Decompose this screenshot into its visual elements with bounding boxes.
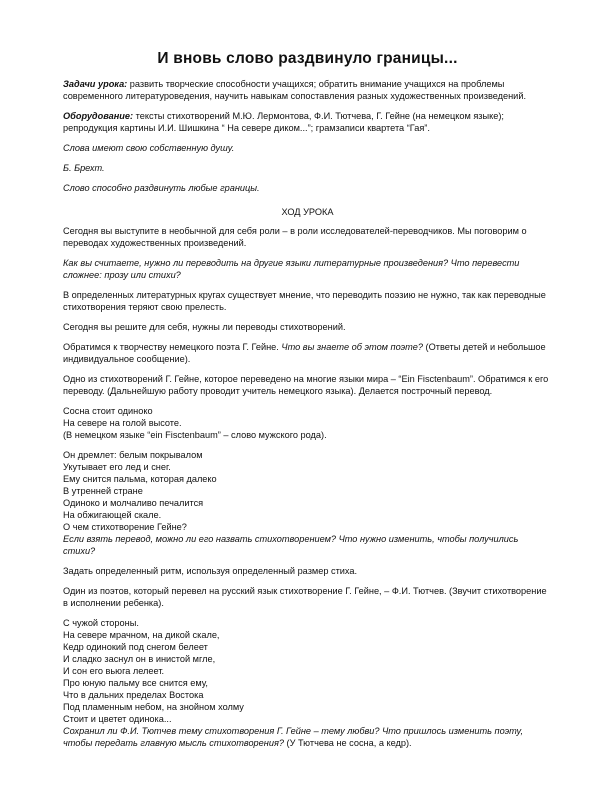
epigraph-author-1: Б. Брехт. [63,163,105,173]
verse-line: С чужой стороны. [63,618,139,628]
question-tyutchev [63,725,552,749]
paragraph-decide: Сегодня вы решите для себя, нужны ли переводы стихотворений. [63,322,346,332]
verse-line: Ему снится пальма, которая далеко [63,474,217,484]
section-heading: ХОД УРОКА [281,207,334,217]
verse-line: На севере мрачном, на дикой скале, [63,630,220,640]
paragraph-opinion: В определенных литературных кругах существует мнение, что переводить поэзию не нужно, так как переводные стихотворения теряют свою прелесть. [63,290,546,312]
verse-line: (В немецком языке “ein Fisctenbaum” – слово мужского рода). [63,430,327,440]
verse-line: И сладко заснул он в инистой мгле, [63,654,216,664]
verse-line: Кедр одинокий под снегом белеет [63,642,208,652]
lesson-tasks [63,78,552,102]
page-title: И вновь слово раздвинуло границы... [157,50,458,67]
question-translation: Как вы считаете, нужно ли переводить на другие языки литературные произведения? Что перевести сложнее: прозу или стихи? [63,258,520,280]
lesson-tasks-text: развить творческие способности учащихся; обратить внимание учащихся на проблемы современного литературоведения, научить навыкам сопоставления разных художественных произведений. [63,79,526,101]
verse-line: Одиноко и молчаливо печалится [63,498,204,508]
equipment-label: Оборудование: [63,111,134,121]
verse-line: И сон его вьюга лелеет. [63,666,165,676]
question-verse: Если взять перевод, можно ли его назвать стихотворением? Что нужно изменить, чтобы получились стихи? [63,534,519,556]
question-tyutchev-answer: (У Тютчева не сосна, а кедр). [283,738,412,748]
verse-line: На севере на голой высоте. [63,418,182,428]
paragraph-heine-a: Обратимся к творчеству немецкого поэта Г. Гейне. [63,342,282,352]
equipment [63,110,552,134]
verse-line: Укутывает его лед и снег. [63,462,171,472]
paragraph-heine-question: Что вы знаете об этом поэте? [281,342,423,352]
verse-line: Он дремлет: белым покрывалом [63,450,203,460]
paragraph-tyutchev: Один из поэтов, который перевел на русский язык стихотворение Г. Гейне, – Ф.И. Тютчев. (Звучит стихотворение в исполнении ребенка). [63,586,547,608]
verse-line: О чем стихотворение Гейне? [63,522,187,532]
verse-tyutchev [63,617,552,725]
paragraph-poem-intro: Одно из стихотворений Г. Гейне, которое переведено на многие языки мира – “Ein Fisctenbaum”. Обратимся к его переводу. (Дальнейшую работу проводит учитель немецкого языка). Делается построчный перевод. [63,374,549,396]
paragraph-heine-c: (Ответы детей и небольшое индивидуальное сообщение). [63,342,546,364]
question-tyutchev-text: Сохранил ли Ф.И. Тютчев тему стихотворения Г. Гейне – тему любви? Что пришлось изменить поэту, чтобы передать главную мысль стихотворения? [63,726,524,748]
verse-literal-1 [63,405,552,441]
epigraph-quote-2: Слово способно раздвинуть любые границы. [63,183,260,193]
paragraph-rhythm: Задать определенный ритм, используя определенный размер стиха. [63,566,358,576]
equipment-text: тексты стихотворений М.Ю. Лермонтова, Ф.И. Тютчева, Г. Гейне (на немецком языке); репродукция картины И.И. Шишкина “ На севере диком...”; грамзаписи квартета “Гая”. [63,111,504,133]
lesson-tasks-label: Задачи урока: [63,79,128,89]
verse-line: Стоит и цветет одинока... [63,714,172,724]
verse-line: В утренней стране [63,486,143,496]
paragraph-heine [63,341,552,365]
verse-literal-2 [63,449,552,533]
verse-line: Что в дальних пределах Востока [63,690,204,700]
verse-line: На обжигающей скале. [63,510,162,520]
verse-line: Про юную пальму все снится ему, [63,678,208,688]
verse-line: Под пламенным небом, на знойном холму [63,702,244,712]
paragraph-intro: Сегодня вы выступите в необычной для себя роли – в роли исследователей-переводчиков. Мы поговорим о переводах художественных произведений. [63,226,527,248]
verse-line: Сосна стоит одиноко [63,406,153,416]
epigraph-quote-1: Слова имеют свою собственную душу. [63,143,235,153]
